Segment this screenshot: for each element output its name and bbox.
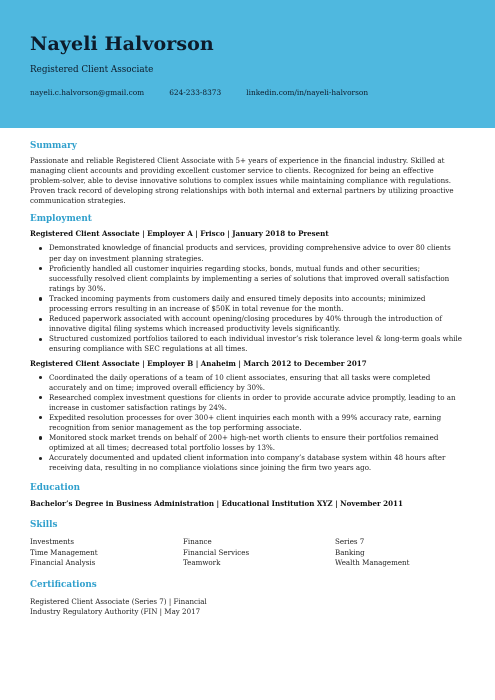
job-bullet-list xyxy=(37,243,465,354)
skill-item: Financial Analysis xyxy=(30,558,96,568)
contact-linkedin[interactable]: linkedin.com/in/nayeli-halvorson xyxy=(246,88,369,97)
job-title: Registered Client Associate | Employer B | Anaheim | March 2012 to December 2017 xyxy=(30,358,367,368)
list-item: Coordinated the daily operations of a team of 10 client associates, ensuring that all tasks were completed accurately and on time; improved overall efficiency by 30%. xyxy=(37,373,465,393)
list-item: Researched complex investment questions for clients in order to provide accurate advice promptly, leading to an increase in customer satisfaction ratings by 24%. xyxy=(37,393,465,413)
list-item: Accurately documented and updated client information into company’s database system within 48 hours after receiving data, resulting in no compliance violations since joining the firm two years ago. xyxy=(37,453,465,473)
contact-info xyxy=(30,87,465,98)
summary-section xyxy=(30,140,465,206)
list-item: Expedited resolution processes for over 300+ client inquiries each month with a 99% accuracy rate, earning recognition from senior management as the top performing associate. xyxy=(37,413,465,433)
skills-heading: Skills xyxy=(30,520,58,531)
list-item: Demonstrated knowledge of financial products and services, providing comprehensive advice to over 80 clients per day on investment planning strategies. xyxy=(37,243,465,263)
skill-item: Time Management xyxy=(30,547,98,557)
summary-heading: Summary xyxy=(30,141,77,151)
skill-item: Banking xyxy=(335,547,365,557)
list-item: Tracked incoming payments from customers daily and ensured timely deposits into accounts; minimized processing errors resulting in an increase of $50K in total revenue for the month. xyxy=(37,294,465,314)
skills-section xyxy=(30,519,465,569)
skill-item: Finance xyxy=(183,537,212,547)
skills-grid xyxy=(30,537,465,569)
list-item: Structured customized portfolios tailored to each individual investor’s risk tolerance level & long-term goals while ensuring compliance with SEC regulations at all times. xyxy=(37,334,465,354)
summary-text: Passionate and reliable Registered Client Associate with 5+ years of experience in the financial industry. Skilled at managing client accounts and providing excellent customer service to clients. Recognized for being an effective problem-solver, able to devise innovative solutions to complex issues while maintaining compliance with regulations. Proven track record of developing strong relationships with both internal and external partners by utilizing proactive communication strategies. xyxy=(30,156,454,206)
education-heading: Education xyxy=(30,483,80,494)
skill-item: Wealth Management xyxy=(335,558,410,568)
contact-email[interactable]: nayeli.c.halvorson@gmail.com xyxy=(30,88,145,97)
list-item: Reduced paperwork associated with account opening/closing procedures by 40% through the introduction of innovative digital filing systems which increased productivity levels significantly. xyxy=(37,314,465,334)
certification-line: Industry Regulatory Authority (FIN | May 2017 xyxy=(30,607,201,617)
candidate-title: Registered Client Associate xyxy=(30,65,154,75)
skill-item: Financial Services xyxy=(183,547,250,557)
employment-heading: Employment xyxy=(30,214,92,225)
education-section xyxy=(30,482,465,509)
certification-line: Registered Client Associate (Series 7) | Financial xyxy=(30,596,207,606)
skill-item: Investments xyxy=(30,537,75,547)
education-entry: Bachelor’s Degree in Business Administration | Educational Institution XYZ | November 2011 xyxy=(30,499,403,509)
employment-section xyxy=(30,213,465,473)
candidate-name: Nayeli Halvorson xyxy=(30,33,214,55)
contact-phone: 624-233-8373 xyxy=(169,88,222,97)
resume-header xyxy=(0,0,495,128)
skill-item: Series 7 xyxy=(335,537,365,547)
list-item: Proficiently handled all customer inquiries regarding stocks, bonds, mutual funds and other securities; successfully resolved client complaints by implementing a series of solutions that improved overall satisfaction ratings by 30%. xyxy=(37,264,465,294)
job-bullet-list xyxy=(37,373,465,474)
resume-body xyxy=(0,140,495,618)
list-item: Monitored stock market trends on behalf of 200+ high-net worth clients to ensure their portfolios remained optimized at all times; decreased total portfolio losses by 13%. xyxy=(37,433,465,453)
certifications-heading: Certifications xyxy=(30,579,97,590)
skill-item: Teamwork xyxy=(183,558,221,568)
job-title: Registered Client Associate | Employer A | Frisco | January 2018 to Present xyxy=(30,229,329,239)
certifications-section xyxy=(30,579,465,618)
